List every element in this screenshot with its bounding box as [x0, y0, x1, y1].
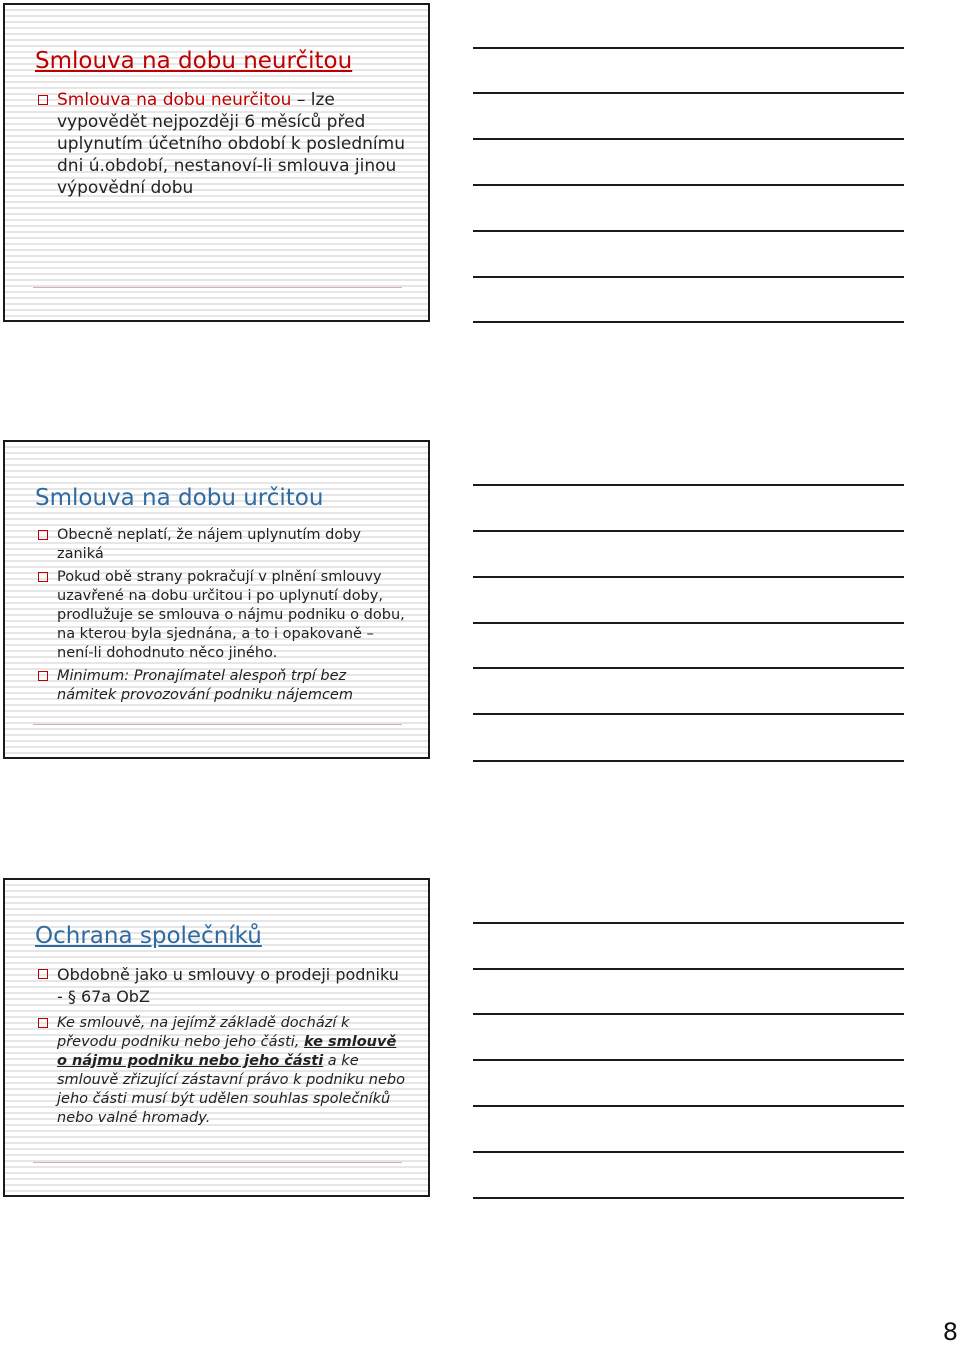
slide-1-bullet-1: [35, 89, 406, 199]
note-line: [473, 713, 904, 715]
slide-3: [3, 878, 430, 1197]
note-line: [473, 760, 904, 762]
slide-2-title: Smlouva na dobu určitou: [35, 485, 324, 511]
square-bullet-icon: [38, 671, 48, 681]
note-line: [473, 138, 904, 140]
slide-2-bullet-2-text: Pokud obě strany pokračují v plnění smlouvy uzavřené na dobu určitou i po uplynutí doby, prodlužuje se smlouva o nájmu podniku o dobu, na kterou byla sjednána, a to i opakovaně – není-li dohodnuto něco jiného.: [57, 569, 405, 661]
slide-3-bullet-2: [35, 1014, 406, 1128]
note-line: [473, 576, 904, 578]
note-line: [473, 1197, 904, 1199]
slide-2: [3, 440, 430, 759]
note-line: [473, 530, 904, 532]
note-line: [473, 184, 904, 186]
page-number: 8: [942, 1318, 958, 1346]
slide-1-footer-line: [33, 287, 402, 288]
square-bullet-icon: [38, 95, 48, 105]
note-line: [473, 667, 904, 669]
note-line: [473, 321, 904, 323]
square-bullet-icon: [38, 1018, 48, 1028]
slide-2-bullet-3-text: Minimum: Pronajímatel alespoň trpí bez námitek provozování podniku nájemcem: [57, 668, 353, 703]
square-bullet-icon: [38, 969, 48, 979]
note-line: [473, 1059, 904, 1061]
slide-3-bullet-1: [35, 964, 406, 1008]
note-line: [473, 922, 904, 924]
note-line: [473, 92, 904, 94]
slide-1: [3, 3, 430, 322]
note-line: [473, 1151, 904, 1153]
square-bullet-icon: [38, 572, 48, 582]
slide-1-bullet-1-lead: Smlouva na dobu neurčitou: [57, 90, 292, 110]
slide-2-content: [35, 484, 406, 709]
slide-3-content: [35, 922, 406, 1134]
note-line: [473, 276, 904, 278]
note-line: [473, 484, 904, 486]
slide-1-bullet-1-rest: lze vypovědět nejpozději 6 měsíců před uplynutím účetního období k poslednímu dni ú.období, nestanoví-li smlouva jinou výpovědní dobu: [57, 90, 405, 198]
slide-3-bullet-1-text: Obdobně jako u smlouvy o prodeji podniku - § 67a ObZ: [57, 965, 399, 1006]
note-line: [473, 622, 904, 624]
note-line: [473, 968, 904, 970]
note-line: [473, 230, 904, 232]
square-bullet-icon: [38, 530, 48, 540]
slide-2-bullet-1-text: Obecně neplatí, že nájem uplynutím doby zaniká: [57, 527, 361, 562]
slide-3-footer-line: [33, 1162, 402, 1163]
slide-2-bullet-3: [35, 667, 406, 705]
slide-1-content: [35, 47, 406, 205]
slide-1-title: Smlouva na dobu neurčitou: [35, 48, 353, 74]
slide-2-footer-line: [33, 724, 402, 725]
slide-3-bullet-2-part2: a ke smlouvě zřizující zástavní právo k podniku nebo jeho části musí být udělen souhlas společníků nebo valné hromady.: [57, 1053, 405, 1126]
slide-3-bullet-2-emphasis: ke smlouvě o nájmu podniku nebo jeho části: [57, 1034, 397, 1069]
note-line: [473, 1013, 904, 1015]
note-line: [473, 1105, 904, 1107]
slide-2-bullet-1: [35, 526, 406, 564]
slide-1-bullet-1-dash: –: [291, 90, 311, 110]
slide-3-title: Ochrana společníků: [35, 923, 262, 949]
slide-3-bullet-2-part1: Ke smlouvě, na jejímž základě dochází k převodu podniku nebo jeho části,: [57, 1015, 350, 1050]
note-line: [473, 47, 904, 49]
slide-2-bullet-2: [35, 568, 406, 663]
